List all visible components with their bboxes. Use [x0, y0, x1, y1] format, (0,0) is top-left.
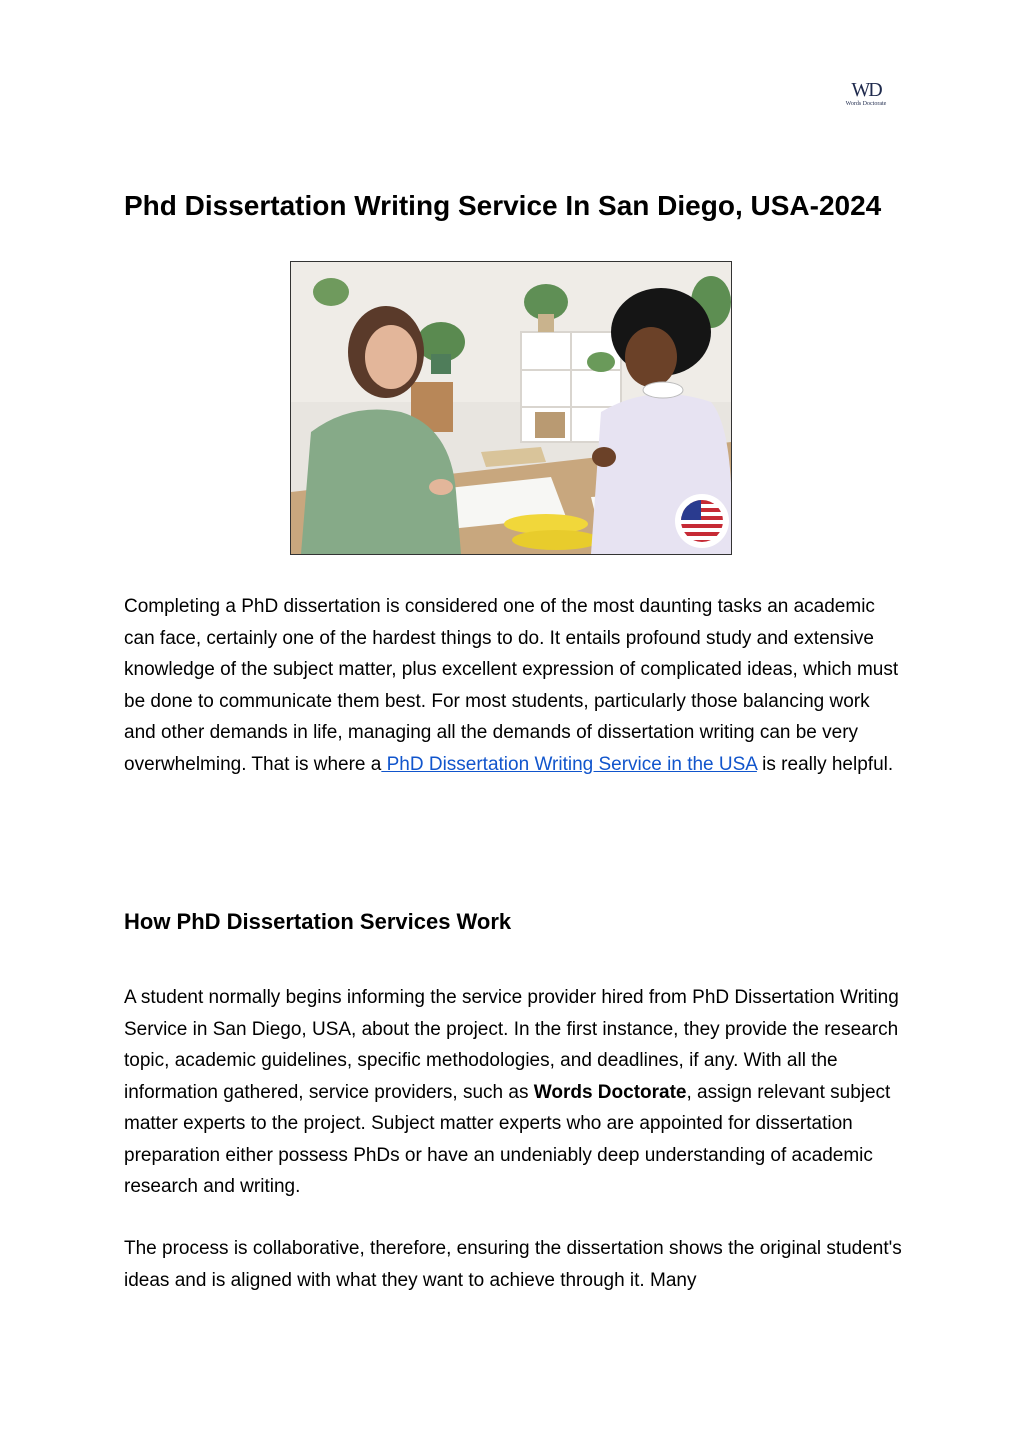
intro-paragraph: [124, 591, 904, 780]
intro-text-end: is really helpful.: [756, 753, 894, 775]
brand-logo: [836, 80, 896, 112]
collaboration-paragraph: The process is collaborative, therefore, ensuring the dissertation shows the original student's ideas and is aligned with what they want to achieve through it. Many: [124, 1238, 902, 1291]
logo-mark: WD: [851, 79, 881, 101]
process-text: A student normally begins informing the service provider hired from PhD Dissertation Writing Service in San Diego, USA, about the project. In the first instance, they provide the research topic, academic guidelines, specific methodologies, and deadlines, if any. With all the information gathered, service providers, such as: [124, 987, 899, 1103]
photo-two-students-studying-icon: [291, 262, 731, 554]
intro-text: Completing a PhD dissertation is considered one of the most daunting tasks an academic can face, certainly one of the hardest things to do. It entails profound study and extensive knowledge of the subject matter, plus excellent expression of complicated ideas, which must be done to communicate them best. For most students, particularly those balancing work and other demands in life, managing all the demands of dissertation writing can be very overwhelming. That is where a: [124, 596, 899, 775]
logo-text: Words Doctorate: [845, 101, 887, 107]
phd-service-link[interactable]: PhD Dissertation Writing Service in the USA: [381, 753, 757, 775]
section-heading: How PhD Dissertation Services Work: [124, 909, 512, 934]
students-photo: [290, 261, 732, 555]
page-title: Phd Dissertation Writing Service In San Diego, USA-2024: [124, 190, 882, 221]
brand-name-bold: Words Doctorate: [533, 1081, 687, 1103]
process-paragraph: [124, 982, 904, 1203]
process-text-end: , assign relevant subject matter experts to the project. Subject matter experts who are appointed for dissertation preparation either possess PhDs or have an undeniably deep understanding of academic research and writing.: [124, 1081, 891, 1197]
